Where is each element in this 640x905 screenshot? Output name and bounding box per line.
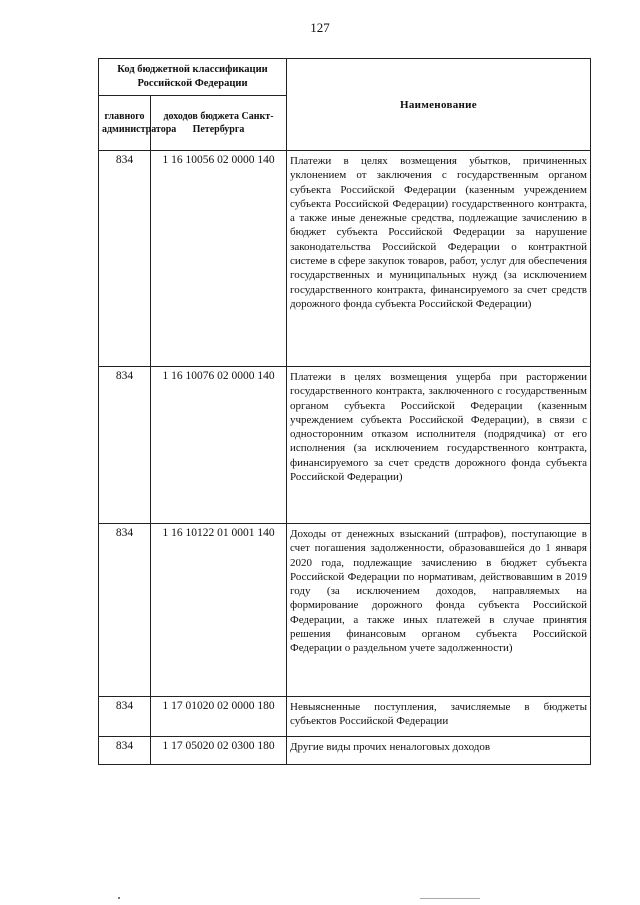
income-code-cell: 1 16 10056 02 0000 140	[151, 151, 287, 367]
admin-code-cell: 834	[99, 151, 151, 367]
name-cell: Невыясненные поступления, зачисляемые в бюджеты субъектов Российской Федерации	[287, 697, 591, 737]
scan-artifacts	[0, 893, 640, 905]
income-code-cell: 1 17 01020 02 0000 180	[151, 697, 287, 737]
admin-code-cell: 834	[99, 697, 151, 737]
admin-code-cell: 834	[99, 737, 151, 765]
income-code-cell: 1 16 10076 02 0000 140	[151, 367, 287, 524]
table-row	[99, 737, 591, 765]
table-row	[99, 151, 591, 367]
header-name: Наименование	[287, 59, 591, 151]
name-cell: Доходы от денежных взысканий (штрафов), поступающие в счет погашения задолженности, образовавшейся до 1 января 2020 года, подлежащие зачислению в бюджет субъекта Российской Федерации по нормативам, действовавшим в 2019 году (за исключением доходов, направляемых на формирование дорожного фонда субъекта Российской Федерации, а также иных платежей в случае принятия решения финансовым органом субъекта Российской Федерации о раздельном учете задолженности)	[287, 524, 591, 697]
header-admin: главного администратора	[99, 96, 151, 151]
budget-classification-table	[98, 58, 591, 765]
name-cell: Другие виды прочих неналоговых доходов	[287, 737, 591, 765]
header-row-top	[99, 59, 591, 96]
income-code-cell: 1 16 10122 01 0001 140	[151, 524, 287, 697]
scan-dot	[118, 897, 120, 899]
header-code-group: Код бюджетной классификации Российской Федерации	[99, 59, 287, 96]
table-row	[99, 367, 591, 524]
table-row	[99, 697, 591, 737]
page-number: 127	[310, 20, 330, 35]
table-row	[99, 524, 591, 697]
admin-code-cell: 834	[99, 367, 151, 524]
admin-code-cell: 834	[99, 524, 151, 697]
scan-line	[420, 898, 480, 899]
header-income: доходов бюджета Санкт-Петербурга	[151, 96, 287, 151]
name-cell: Платежи в целях возмещения убытков, причиненных уклонением от заключения с государственным органом субъекта Российской Федерации (казенным учреждением субъекта Российской Федерации) государственного контракта, а также иные денежные средства, подлежащие зачислению в бюджет субъекта Российской Федерации за нарушение законодательства Российской Федерации о контрактной системе в сфере закупок товаров, работ, услуг для обеспечения государственных и муниципальных нужд (за исключением государственного контракта, финансируемого за счет средств дорожного фонда субъекта Российской Федерации)	[287, 151, 591, 367]
name-cell: Платежи в целях возмещения ущерба при расторжении государственного контракта, заключенного с государственным органом субъекта Российской Федерации (казенным учреждением субъекта Российской Федерации), в связи с односторонним отказом исполнителя (подрядчика) от его исполнения (за исключением государственного контракта, финансируемого за счет средств дорожного фонда субъекта Российской Федерации)	[287, 367, 591, 524]
income-code-cell: 1 17 05020 02 0300 180	[151, 737, 287, 765]
